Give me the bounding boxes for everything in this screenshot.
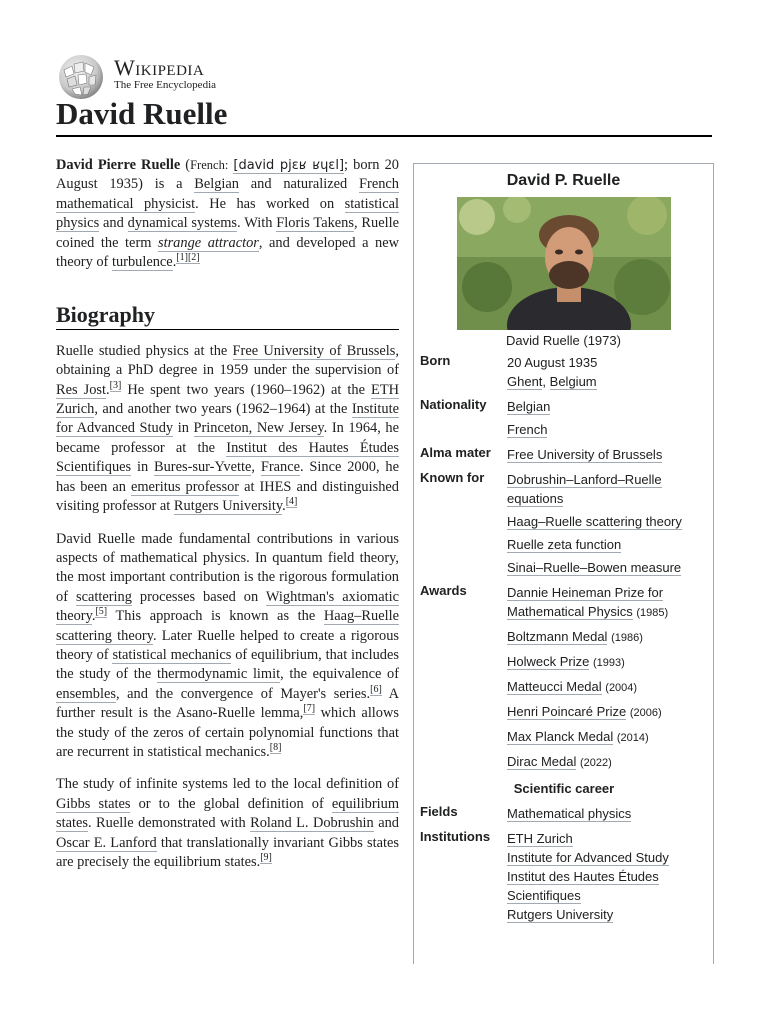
- bio-text: and: [373, 815, 399, 832]
- link-nationality-belgian[interactable]: Belgian: [507, 399, 551, 414]
- infobox-row-fields: [420, 801, 708, 826]
- infobox-row-awards: [420, 580, 708, 776]
- award-year: (1993): [592, 657, 625, 669]
- link-roland-dobrushin[interactable]: Roland L. Dobrushin: [250, 815, 374, 832]
- link-scattering[interactable]: scattering: [75, 588, 132, 605]
- bio-text: . Later Ruelle helped to create a rigorous theory of: [56, 627, 399, 663]
- link-floris-takens[interactable]: Floris Takens: [276, 215, 354, 232]
- bio-text: A further result is the Asano-Ruelle lemma,: [56, 685, 399, 722]
- link-eth-zurich[interactable]: ETH Zurich: [56, 381, 400, 418]
- infobox: [413, 163, 714, 964]
- link-institution[interactable]: Institut des Hautes Études Scientifiques: [507, 869, 659, 903]
- fields-label: Fields: [420, 804, 458, 819]
- bio-text: in: [173, 420, 194, 437]
- bio-text: , the equivalence of: [280, 666, 399, 683]
- lead-text: and naturalized: [239, 176, 360, 193]
- birth-date: 20 August 1935: [507, 355, 598, 370]
- lead-paragraph: David Pierre Ruelle (French: [david pjɛʁ ʁɥɛl]; born 20 August 1935) is a Belgian and naturalized French mathematical physicist. He has worked on statistical physics and dynamical systems. With Floris Takens, Ruelle coined the term strange attractor, and developed a new theory of turbulence.[1][2]: [56, 157, 399, 271]
- link-bures-sur-yvette[interactable]: Bures-sur-Yvette: [154, 459, 252, 476]
- link-institute-for-advanced-study[interactable]: Institute for Advanced Study: [56, 401, 399, 437]
- link-thermodynamic-limit[interactable]: thermodynamic limit: [156, 666, 281, 683]
- link-award[interactable]: Dirac Medal: [507, 754, 577, 769]
- link-alma-mater[interactable]: Free University of Brussels: [507, 447, 663, 462]
- link-institution[interactable]: Institute for Advanced Study: [507, 850, 669, 865]
- wikipedia-globe-icon[interactable]: [56, 52, 106, 102]
- ref-2[interactable]: [2]: [187, 252, 200, 264]
- link-haag-ruelle-scattering-theory[interactable]: Haag–Ruelle scattering theory: [56, 608, 399, 644]
- bio-text: which allows the study of the zeros of certain polynomial functions that are recurrent in statistical mechanics.: [56, 705, 399, 760]
- link-award[interactable]: Boltzmann Medal: [507, 629, 608, 644]
- award-year: (2022): [579, 757, 612, 769]
- link-res-jost[interactable]: Res Jost: [56, 381, 107, 398]
- bio-text: The study of infinite systems led to the local definition of: [56, 776, 399, 793]
- bio-text: at IHES and distinguished visiting professor at: [56, 478, 399, 515]
- article-body: [56, 156, 399, 885]
- lead-text: and: [99, 215, 128, 232]
- bio-text: of equilibrium, that includes the study of the: [56, 646, 399, 683]
- lead-text: , Ruelle coined the term: [56, 215, 399, 251]
- strange-attractor-term: strange attractor: [157, 234, 259, 251]
- infobox-row-alma-mater: [420, 442, 708, 467]
- link-belgium[interactable]: Belgium: [549, 374, 597, 389]
- lead-text: . With: [237, 215, 277, 232]
- bio-text: ,: [251, 459, 261, 476]
- lead-text: , and developed a new theory of: [56, 234, 399, 271]
- link-statistical-physics[interactable]: statistical physics: [56, 195, 399, 232]
- bio-text: , obtaining a PhD degree in 1959 under the supervision of: [56, 342, 399, 379]
- award-year: (1985): [636, 607, 669, 619]
- lead-text: ; born 20 August 1935) is a: [56, 157, 399, 193]
- link-france[interactable]: France: [260, 459, 300, 476]
- infobox-row-known-for: [420, 467, 708, 580]
- link-emeritus-professor[interactable]: emeritus professor: [130, 478, 240, 495]
- bio-text: or to the global definition of: [130, 795, 332, 812]
- link-rutgers-university[interactable]: Rutgers University: [173, 498, 283, 515]
- biography-paragraph-3: [56, 775, 399, 872]
- bio-text: . Since 2000, he has been an: [56, 459, 399, 495]
- ref-6[interactable]: [6]: [370, 683, 382, 695]
- nationality-value: [507, 394, 708, 442]
- link-nationality-french[interactable]: French: [507, 422, 548, 437]
- lead-text: .: [172, 254, 177, 271]
- institutions-label: Institutions: [420, 829, 491, 844]
- award-year: (2006): [629, 707, 662, 719]
- link-statistical-mechanics[interactable]: statistical mechanics: [112, 646, 232, 663]
- bio-text: He spent two years (1960–1962) at the: [121, 381, 372, 398]
- photo-caption: David Ruelle (1973): [506, 333, 621, 348]
- link-ghent[interactable]: Ghent: [507, 374, 543, 389]
- lead-text: . He has worked on: [195, 195, 345, 212]
- ref-1[interactable]: [1]: [176, 252, 188, 264]
- ref-7[interactable]: [7]: [303, 703, 316, 715]
- bio-text: Ruelle studied physics at the: [56, 342, 233, 359]
- nationality-label: Nationality: [420, 397, 487, 412]
- bio-text: .: [282, 498, 286, 515]
- link-equilibrium-states[interactable]: equilibrium states: [56, 795, 400, 832]
- institutions-value: [507, 826, 708, 927]
- bio-text: , and the convergence of Mayer's series.: [115, 685, 371, 702]
- link-french-mathematical-physicist[interactable]: French mathematical physicist: [56, 176, 399, 212]
- ref-5[interactable]: [5]: [95, 606, 108, 618]
- infobox-row-nationality: [420, 394, 708, 442]
- bio-text: , and another two years (1962–1964) at the: [94, 401, 352, 418]
- link-srb-measure[interactable]: Sinai–Ruelle–Bowen measure: [507, 560, 682, 575]
- ref-9[interactable]: [9]: [260, 852, 272, 864]
- portrait-photo[interactable]: [457, 197, 671, 330]
- french-label: French:: [190, 158, 229, 172]
- bio-text: . In 1964, he became professor at the: [56, 420, 399, 456]
- wikipedia-tagline: The Free Encyclopedia: [114, 79, 217, 91]
- bio-text: .: [91, 608, 96, 625]
- separator: ,: [542, 374, 550, 389]
- link-institution[interactable]: Rutgers University: [507, 907, 614, 922]
- link-free-university-of-brussels[interactable]: Free University of Brussels: [232, 342, 396, 359]
- wikipedia-wordmark[interactable]: Wikipedia: [114, 55, 205, 80]
- link-award[interactable]: Matteucci Medal: [507, 679, 602, 694]
- bio-text: David Ruelle made fundamental contributions in various aspects of mathematical physics. In quantum field theory, the most important contribution is the rigorous formulation of: [56, 530, 399, 605]
- link-ensembles[interactable]: ensembles: [56, 685, 116, 702]
- alma-mater-label: Alma mater: [420, 445, 491, 460]
- link-mathematical-physics[interactable]: Mathematical physics: [507, 806, 632, 821]
- infobox-row-born: [420, 350, 708, 394]
- known-for-label: Known for: [420, 470, 485, 485]
- born-value: [507, 350, 708, 394]
- subject-name: David Pierre Ruelle: [56, 157, 181, 173]
- biography-paragraph-2: [56, 530, 399, 763]
- ipa-pronunciation-link[interactable]: [david pjɛʁ ʁɥɛl]: [233, 158, 345, 173]
- link-ihes[interactable]: Institut des Hautes Études Scientifiques: [56, 439, 399, 476]
- infobox-title: David P. Ruelle: [506, 172, 621, 189]
- awards-label: Awards: [420, 583, 467, 598]
- infobox-row-institutions: [420, 826, 708, 927]
- link-strange-attractor[interactable]: [158, 235, 259, 252]
- award-year: (1986): [611, 632, 643, 644]
- infobox-table: [420, 350, 708, 927]
- link-turbulence[interactable]: turbulence: [111, 254, 173, 271]
- award-year: (2014): [616, 732, 649, 744]
- awards-value: [507, 580, 708, 776]
- ref-3[interactable]: [3]: [109, 379, 122, 391]
- link-award[interactable]: Henri Poincaré Prize: [507, 704, 627, 719]
- link-princeton[interactable]: Princeton, New Jersey: [193, 420, 324, 437]
- bio-text: This approach is known as the: [107, 608, 324, 625]
- link-award[interactable]: Dannie Heineman Prize for Mathematical Physics: [507, 585, 664, 619]
- link-ruelle-zeta-function[interactable]: Ruelle zeta function: [507, 537, 622, 552]
- bio-text: . Ruelle demonstrated with: [87, 815, 251, 832]
- ref-8[interactable]: [8]: [269, 742, 282, 754]
- born-label: Born: [420, 353, 451, 368]
- link-oscar-lanford[interactable]: Oscar E. Lanford: [56, 834, 157, 851]
- link-haag-ruelle[interactable]: Haag–Ruelle scattering theory: [507, 514, 682, 529]
- link-dynamical-systems[interactable]: dynamical systems: [127, 215, 238, 232]
- page-title: David Ruelle: [56, 96, 712, 137]
- link-institution[interactable]: ETH Zurich: [507, 831, 573, 846]
- link-award[interactable]: Max Planck Medal: [507, 729, 614, 744]
- biography-paragraph-1: [56, 342, 399, 517]
- bio-text: processes based on: [131, 588, 266, 605]
- link-wightman-axioms[interactable]: Wightman's axiomatic theory: [56, 588, 400, 625]
- link-belgian[interactable]: Belgian: [194, 176, 239, 193]
- portrait-image: [457, 197, 671, 330]
- infobox-row-career-heading: [420, 776, 708, 801]
- bio-text: that translationally invariant Gibbs states are precisely the equilibrium states.: [56, 834, 399, 870]
- bio-text: in: [131, 459, 154, 476]
- bio-text: .: [106, 381, 110, 398]
- alma-mater-value: [507, 442, 708, 467]
- known-for-value: [507, 467, 708, 580]
- link-award[interactable]: Holweck Prize: [507, 654, 590, 669]
- ref-4[interactable]: [4]: [285, 496, 298, 508]
- award-year: (2004): [605, 682, 638, 694]
- link-gibbs-states[interactable]: Gibbs states: [56, 795, 131, 812]
- scientific-career-heading: Scientific career: [513, 781, 615, 796]
- section-heading-biography: Biography: [56, 305, 399, 329]
- fields-value: [507, 801, 708, 826]
- link-dlr-equations[interactable]: Dobrushin–Lanford–Ruelle equations: [507, 472, 662, 506]
